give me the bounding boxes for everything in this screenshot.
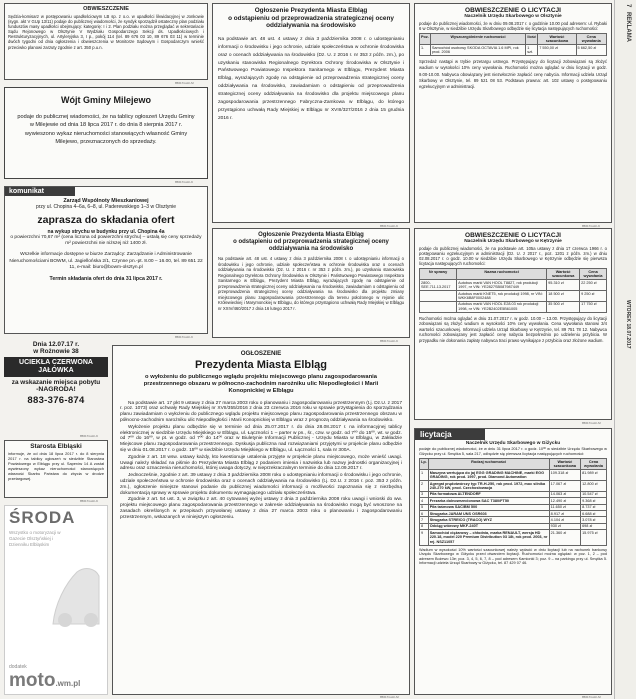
table-cell: 5 662,50 zł <box>576 45 606 56</box>
olsztyn-licytacja-body: podaje do publicznej wiadomości, że w dniu 09.08.2017 r. o godzinie 10.00 pod adresem: ul. Rybaki 6 w Olsztynie, w siedzibie Urzędu Skarbowego odbędzie się licytacja następujących ruchomości: <box>419 21 607 32</box>
table-cell: 8.917 zł <box>549 511 580 517</box>
car-silhouette-icon <box>45 554 103 634</box>
ketrzyn-licytacja-table <box>419 268 607 312</box>
wojt-body: podaje do publicznej wiadomości, że na tablicy ogłoszeń Urzędu Gminy w Milejewie od dnia 18 lipca 2017 r. do dnia 8 sierpnia 2017 r. wywieszono wykaz nieruchomości stanowiących własność Gminy Milejewo, przeznaczonych do sprzedaży. <box>17 114 195 146</box>
table-cell: 1 <box>420 470 429 481</box>
table-cell: 3 <box>420 491 429 497</box>
obwieszczenie-title: OBWIESZCZENIE <box>83 6 129 12</box>
ad-code: 85617/ud-h-M <box>582 695 601 699</box>
table-cell: Autobus marki VAN HOOL E28.03 rok produkcji 1998, nr VIN: YE2B2402E5B61005 <box>457 301 547 312</box>
elblag-ad-2-title: Ogłoszenie Prezydenta Miasta Elbląg o odstąpieniu od przeprowadzenia strategicznej oceny oddziaływania na środowisko <box>233 232 389 252</box>
ad-code: 85617/ud-h-M <box>175 81 194 85</box>
olsztyn-licytacja-table <box>419 33 607 56</box>
elblag-ad-2-body: Na podstawie art. 48 ust. 4 ustawy z dnia 3 października 2008 r. o udostępnianiu informacji o środowisku i jego ochronie, udziale społeczeństwa w ochronie środowiska oraz o ocenach oddziaływania na środowisko (Dz. U. z 2016 r. nr 353 z późn. zm.), po uzyskaniu stanowiska Regionalnego Dyrektora Ochrony Środowiska w Olsztynie i Państwowego Powiatowego Inspektora Sanitarnego w Elblągu, Prezydent Miasta Elbląg, wyrażających zgodę na odstąpienie od przeprowadzenia strategicznej oceny oddziaływania na środowisko, zawiadamiam o odstąpieniu od przeprowadzenia strategicznej oceny oddziaływania na środowisko dla projektu zmiany miejscowego planu zagospodarowania przestrzennego dla terenu położonego w rejonie ulic Królewieckiej i Marymonckiej w Elblągu, do którego przystąpiono uchwałą Rady Miejskiej w Elblągu nr XXIV/460/2017 z dnia 16 lutego 2017 r. <box>218 256 404 311</box>
table-cell: 15.975 zł <box>581 530 607 545</box>
ketrzyn-licytacja-ad <box>414 228 612 420</box>
table-header: Wartość szacunkowa <box>549 459 580 470</box>
plan-ad <box>112 345 410 695</box>
ad-code: 85617/ud-h-K <box>80 499 99 503</box>
ad-code: 85617/ud-h-K <box>175 180 194 184</box>
table-cell: 930 zł <box>549 523 580 529</box>
table-cell: Autobus marki VAN HOOL T8827, rok produkcji 1997, nr VIN: YE2827SB087987449 <box>457 280 547 291</box>
komunikat-ad <box>4 186 208 334</box>
table-header: Rodzaj ruchomości <box>428 459 549 470</box>
table-cell: 9.368 zł <box>581 498 607 504</box>
table-cell: 4.104 zł <box>549 517 580 523</box>
table-cell: 8 <box>420 523 429 529</box>
moto-logo: moto <box>9 670 56 691</box>
elblag-ad-1-title: Ogłoszenie Prezydenta Miasta Elbląg o odstąpieniu od przeprowadzenia strategicznej oceny oddziaływania na środowisko <box>228 7 394 30</box>
table-row <box>420 45 607 56</box>
ketrzyn-licytacja-subtitle: Naczelnik Urzędu Skarbowego w Kętrzynie <box>464 239 562 244</box>
table-cell: 3.078 zł <box>581 517 607 523</box>
side-date: WTOREK 18.07.2017 <box>625 300 631 349</box>
table-cell: 698 zł <box>581 523 607 529</box>
table-cell: 1. <box>420 45 431 56</box>
ketrzyn-licytacja-title: OBWIESZCZENIE O LICYTACJI <box>465 232 561 239</box>
plan-paragraph: Zgodnie z art. 18 wsw. ustawy każdy, kto kwestionuje ustalenia przyjęte w projekcie planu miejscowego, może wnieść uwagi. Uwagi należy składać na piśmie do Prezydenta Miasta Elbląg z podaniem imienia i nazwiska lub nazwy jednostki organizacyjnej i adresu oraz oznaczenia nieruchomości, której uwaga dotyczy, w nieprzekraczalnym terminie do dnia 12.09.2017 r. <box>120 454 402 472</box>
table-cell: 2800-SEE.711.13.2017 <box>420 280 457 291</box>
table-header: Nr sprawy <box>420 269 457 280</box>
table-cell: Strugarka STREICO (TRACO) WYZ <box>428 517 549 523</box>
table-header: Ilość <box>526 34 538 45</box>
table-cell: Autobus marki KNET5, rok produkcji 1998, nr VIN: WKK6B8F0002488 <box>457 291 547 302</box>
sroda-moto-ad <box>4 505 108 695</box>
table-cell: Odciąg wiórowy MKF-240T <box>428 523 549 529</box>
table-header: Nazwa ruchomości <box>457 269 547 280</box>
table-row <box>420 470 607 481</box>
table-row <box>420 280 607 291</box>
table-cell: 6.688 zł <box>581 511 607 517</box>
table-cell: 8.737 zł <box>581 504 607 510</box>
licytacja-gizycko-body: podaje do publicznej wiadomości, że w dniu 31 lipca 2017 r. o godz. 10ºº w siedzibie Urzędu Skarbowego w Giżycku przy ul. Smętka 5, sala 217, odbędzie się pierwsza licytacja następujących ruchomości: <box>419 446 607 456</box>
elblag-ad-1 <box>212 3 410 223</box>
licytacja-gizycko-footer: Wadium w wysokości 10% wartości szacunkowej należy wpłacić w dniu licytacji lub na rachunek bankowy Urzędu Skarbowego w Giżycku przed otwarciem licytacji. Ruchomości można oglądać: w poz. 1, 2 – pod adresem Bożewo 13e; poz. 3, 4, 5, 6, 7, 8 – pod adresem Kamionki 3; poz. 9 – na parkingu przy ul. Smętka 5. Informacji udziela Urząd Skarbowy w Giżycku, tel. 87 429 07 46. <box>419 547 607 566</box>
plan-paragraph: Jednocześnie, zgodnie z art. 39 ustawy z dnia 3 października 2008 roku o udostępnianiu informacji o środowisku i jego ochronie, udziale społeczeństwa w ochronie środowiska oraz o ocenach oddziaływania na środowisko (t.j. Dz.U. z 2016 r. poz. 353 z późn. zm.), ogłoszenie niniejsze stanowi podanie do publicznej wiadomości informacji o możliwości zapoznania się z niezbędną dokumentacją sprawy w sprawie projektu dokumentu wymagającego udziału społeczeństwa. <box>120 473 402 496</box>
table-cell: 109.318 zł <box>549 470 580 481</box>
table-cell: Strugarka JARAM UNS OSR603 <box>428 511 549 517</box>
komunikat-org: Zarząd Wspólnoty Mieszkaniowej <box>63 198 149 204</box>
table-cell: 35 500 zł <box>547 301 580 312</box>
obwieszczenie-body: Sędzia-komisarz w postępowaniu upadłościowym LB sp. z o.o. w upadłości likwidacyjnej w Jonkowie (sygn. akt V GUp 13/11) podaje do publicznej wiadomości, że syndyk sporządził ostateczny plan podziału funduszów masy upadłości obejmujący: kategorię: I i 2. Plan podziału można przeglądać w sekretariacie Sądu Rejonowego w Olsztynie V Wydziału Gospodarczego Sekcji ds. Upadłościowych i Restrukturyzacyjnych, ul. Artyleryjska 3, I p., pokój 114 (tel. 89 676 03 10, 89 676 03 11) w terminie dwóch tygodni od dnia ogłoszenia i obwieszczenia w Monitorze Sądowym i Gospodarczym wnieść przeciwko planowi zarzuty zgodnie z art. 350 p.u.n. <box>8 14 204 50</box>
moto-site: .wm.pl <box>55 679 81 688</box>
plan-paragraph: Wyłożenie projektu planu odbędzie się w terminie od dnia 25.07.2017 r. do dnia 28.08.2017 r. na informacyjnej tablicy elektronicznej w siedzibie Urzędu Miejskiego w Elblągu, ul. Łączności 1 – parter w pn., śr., czw. w godz. od 7ºº do 15ºº, wt. w godz. od 7ºº do 16ºº, w pt. w godz. od 7ºº do 14ºº oraz w Biuletynie Informacji Publicznej - Urzędu Miasta w Elblągu, w Zakładzie Miejscowe planu zagospodarowania przestrzennego. Dyskusja publiczna nad rozwiązaniami przyjętymi w projekcie planu odbędzie się w dniu 01.08.2017 r. o godz. 15ºº w siedzibie Urzędu Miejskiego w Elblągu, ul. Łączności 1, sala nr 300A. <box>120 424 402 453</box>
elblag-ad-1-body: Na podstawie art. 48 ust. 4 ustawy z dnia 3 października 2008 r. o udostępnianiu informacji o środowisku i jego ochronie, udziale społeczeństwa w ochronie środowiska oraz o ocenach oddziaływania na środowisko (Dz. U. z 2016 r. nr 353 z późn. zm.), po uzyskaniu stanowiska Regionalnego Dyrektora Ochrony Środowiska w Olsztynie i Państwowego Powiatowego Inspektora Sanitarnego w Elblągu, Prezydent Miasta Elbląg, wyrażających zgodę na odstąpienie od przeprowadzenia strategicznej oceny oddziaływania na środowisko, zawiadamiam o odstąpieniu od przeprowadzenia strategicznej oceny oddziaływania na środowisko dla projektu miejscowego planu zagospodarowania przestrzennego Fabryczna-Zamkowa w Elblągu, do którego przystąpiono uchwałą Rady Miejskiej w Elblągu nr XVIII/327/2016 z dnia 15 grudnia 2016 r. <box>218 36 404 121</box>
plan-title: Prezydenta Miasta Elbląg <box>194 359 328 371</box>
table-header: Cena wywołania <box>580 269 607 280</box>
table-header: Cena wywołania <box>576 34 606 45</box>
table-cell: 18 500 zł <box>547 291 580 302</box>
table-header: Wartość szacunkowa <box>547 269 580 280</box>
plan-subtitle: o wyłożeniu do publicznego wglądu projektu miejscowego planu zagospodarowania przestrzennego obszaru w północno-zachodnim narożniku ulic Niepodległości i Marii Konopnickiej w Elblągu <box>143 374 379 395</box>
table-row <box>420 530 607 545</box>
starosta-body: informuje, że od dnia 18 lipca 2017 r. do 8 sierpnia 2017 r. na tablicy ogłoszeń w siedzibie Starostwa Powiatowego w Elblągu przy ul. Saperów 14 A został wywieszony wykaz nieruchomości stanowiących własność Skarbu Państwa do zbycia w drodze przetargowej. <box>8 451 104 481</box>
table-cell: 2 <box>420 481 429 492</box>
komunikat-headline: zaprasza do składania ofert <box>37 214 175 226</box>
ketrzyn-licytacja-body: podaje do publicznej wiadomości, że na podstawie art. 105a ustawy z dnia 17 czerwca 1966 r. o postępowaniu egzekucyjnym w administracji (Dz. U. z 2017 r., poz. 1201 z późn. zm.) w dniu 02.08.2017 r. o godz. 10.00 w siedzibie Urzędu Skarbowego w Kętrzynie odbędzie się pierwsza licytacja następujących ruchomości: <box>419 246 607 267</box>
olsztyn-licytacja-ad <box>414 3 612 223</box>
table-cell: 11.650 zł <box>549 504 580 510</box>
table-cell: Piła formatowa ALTENDORF <box>428 491 549 497</box>
olsztyn-licytacja-subtitle: Naczelnik Urzędu Skarbowego w Olsztynie <box>464 14 562 19</box>
table-cell: 10.547 zł <box>581 491 607 497</box>
komunikat-line1: na wykup strychu w budynku przy ul. Chopina 4a <box>47 229 165 235</box>
side-section: REKLAMA <box>625 12 631 42</box>
sroda-logo: ŚRODA <box>9 508 76 527</box>
rozewie-place: w Rożnowie 38 <box>33 348 79 355</box>
page-side-strip <box>614 0 636 699</box>
table-header: Cena wywołania <box>581 459 607 470</box>
licytacja-gizycko-subtitle: Naczelnik Urzędu Skarbowego w Giżycku <box>465 441 561 446</box>
licytacja-gizycko-ad <box>414 428 612 695</box>
table-header: Wyszczególnienie ruchomości <box>430 34 525 45</box>
table-cell: 21.360 zł <box>549 530 580 545</box>
komunikat-deadline: Termin składania ofert do dnia 31 lipca 2017 r. <box>49 275 163 282</box>
sroda-side-text: Wszystko o motoryzacji w Gazecie Olsztyńskiej i Dzienniku Elbląskim <box>9 530 61 547</box>
rozewie-ad <box>4 341 108 433</box>
table-cell: 7 550,00 zł <box>538 45 576 56</box>
table-cell: 17 750 zł <box>580 301 607 312</box>
table-header: Wartość szacunkowa <box>538 34 576 45</box>
table-cell: 17.067 zł <box>549 481 580 492</box>
table-header: Lp. <box>420 459 429 470</box>
rozewie-reward: -NAGRODA! <box>36 386 76 393</box>
komunikat-line2: o powierzchni 70,67 m² (cena liczona od powierzchni strychu) – ustalą się ceny sprzedaży m² powierzchni nie niższej niż 1400 zł. <box>10 235 202 246</box>
table-cell: 9 <box>420 530 429 545</box>
ad-code: 85617/ud-h-K <box>380 339 399 343</box>
table-cell <box>420 291 457 302</box>
rozewie-lost: UCIEKŁA CZERWONA JAŁÓWKA <box>4 357 108 377</box>
licytacja-gizycko-table <box>419 458 607 545</box>
komunikat-addr: przy ul. Chopina 4–6a, 6–8, ul. Paderewskiego 1–3 w Olsztynie <box>35 204 177 210</box>
ad-code: 85617/ud-h-K <box>380 224 399 228</box>
table-cell: 1 szt. <box>526 45 538 56</box>
table-cell: Maszyna wertująca do jaj EGG GRADING MACHINE, marki EGG GRADING, rok prod. 1997, prod. Diamond Automation <box>428 470 549 481</box>
wojt-title: Wójt Gminy Milejewo <box>60 95 151 105</box>
table-cell: 9 250 zł <box>580 291 607 302</box>
komunikat-info: Wszelkie informacje dostępne w biurze Zarządcy: Zarządzanie i Administrowanie Nieruchomościami BOWM, ul. Jagiellońska 2/1, Czynne pn.-pt. 8.00 – 16.00, tel. 89 651 22 11, e-mail: biuro@bowm-olsztyn.pl <box>9 252 203 271</box>
ad-code: 85617/ud-h-M <box>380 695 399 699</box>
table-cell: 14.063 zł <box>549 491 580 497</box>
table-cell: Samochód osobowy SKODA OCTAVIA 1.6 MPI, rok prod. 2006 <box>430 45 525 56</box>
komunikat-bar: komunikat <box>5 187 75 196</box>
plan-paragraph: Na podstawie art. 17 pkt 9 ustawy z dnia 27 marca 2003 roku o planowaniu i zagospodarowaniu przestrzennym (t.j. Dz.U. z 2017 r. poz. 1073) oraz uchwały Rady Miejskiej nr XVII/355/2016 z dnia 23 czerwca 2016 roku w sprawie przystąpienia do sporządzania planu zawiadamiam o wyłożeniu do publicznego wglądu projektu miejscowego planu zagospodarowania przestrzennego obszaru w północno-zachodnim narożniku ulic Niepodległości i Marii Konopnickiej w Elblągu wraz z prognozą oddziaływania na środowisko. <box>120 400 402 423</box>
starosta-ad <box>4 440 108 498</box>
rozewie-date: Dnia 12.07.17 r. <box>32 341 80 348</box>
table-cell: 22 250 zł <box>580 280 607 291</box>
starosta-title: Starosta Elbląski <box>30 443 82 450</box>
sroda-dodatek: dodatek <box>9 664 27 670</box>
table-cell: 6 <box>420 511 429 517</box>
obwieszczenie-ad <box>4 3 208 80</box>
table-cell: Frezarka dolnowrzecionowa SAC T380/FT50 <box>428 498 549 504</box>
olsztyn-licytacja-footer: Sprzedaż nastąpi w trybie przetargu ustnego. Przystępujący do licytacji zobowiązani są złożyć wadium w wysokości 10% ceny wywołania. Ruchomości można oglądać w dniu licytacji w godz. 9.00-10.00. Nabywca obowiązany jest niezwłocznie zapłacić cenę nabycia. Informacji udziela Urząd Skarbowy w Olsztynie, tel. 89 521 08 53. Podstawa prawna: art. 102 ustawy o postępowaniu egzekucyjnym w administracji. <box>419 58 607 90</box>
table-cell: 5 <box>420 504 429 510</box>
ketrzyn-licytacja-footer: Ruchomości można oglądać w dniu 31.07.2017 r. w godz. 10.00 – 13.00. Przystępujący do licytacji zobowiązani są złożyć wadium w wysokości 10% ceny wywołania. Cena wywołania stanowi 3/4 wartości szacunkowej. Informacji udziela Urząd Skarbowy w Kętrzynie, tel. 89 751 78 12. Nabywca ruchomości zobowiązany jest zapłacić cenę nabycia bezpośrednio po udzieleniu przybicia. W przypadku nie dokonania zapłaty nabywca traci prawo wynikające z przybicia oraz złożone wadium. <box>419 315 607 343</box>
side-page-number: 7 <box>625 4 631 8</box>
table-cell: Agregat prądotwórczy typ TR-H-250, rok prod. 1972, moc silnika 240-270 kW, prod. Czechosłowacja <box>428 481 549 492</box>
table-row <box>420 481 607 492</box>
table-cell: 81.989 zł <box>581 470 607 481</box>
table-header: Poz. <box>420 34 431 45</box>
table-cell: 4 <box>420 498 429 504</box>
olsztyn-licytacja-title: OBWIESZCZENIE O LICYTACJI <box>465 7 561 14</box>
rozewie-phone: 883-376-874 <box>27 395 85 406</box>
wojt-ad <box>4 87 208 179</box>
table-cell <box>420 301 457 312</box>
ad-code: 85617/ud-h-K <box>175 335 194 339</box>
table-cell: 7 <box>420 517 429 523</box>
table-cell: Samochód ciężarowy – chłodnia, marka RENAULT, wersja HD 220.18, model 220 Premium Distribution 03 18t, rok prod. 2003, nr rej. NSZ11057 <box>429 530 548 544</box>
ad-code: 85617/ud-h-M <box>582 421 601 425</box>
table-cell: 12.800 zł <box>581 481 607 492</box>
ad-code: 85617/ud-h-K <box>582 224 601 228</box>
plan-paragraph: Zgodnie z art. 54 ust. 3, w związku z art. 40 cytowanej wyżej ustawy z dnia 3 października 2008 roku uwagi i wnioski do ww. projektu miejscowego planu zagospodarowania przestrzennego w zakresie oddziaływania na środowisko mogą być wnoszone na zasadach określonych w przepisach przywołanej ustawy z dnia 27 marca 2003 roku o planowaniu i zagospodarowaniu przestrzennym, wskazanych w niniejszym ogłoszeniu. <box>120 497 402 520</box>
ad-code: 85617/ud-h-K <box>80 434 99 438</box>
licytacja-bar: licytacja <box>415 429 485 440</box>
table-cell: Piła taśmowa SAC/BM 500 <box>428 504 549 510</box>
elblag-ad-2 <box>212 228 410 338</box>
table-cell: 12.490 zł <box>549 498 580 504</box>
plan-label: OGŁOSZENIE <box>240 350 282 357</box>
rozewie-reward-label: za wskazanie miejsca pobytu <box>11 379 101 386</box>
table-row <box>420 291 607 302</box>
table-row <box>420 301 607 312</box>
table-cell: 95.310 zł <box>547 280 580 291</box>
